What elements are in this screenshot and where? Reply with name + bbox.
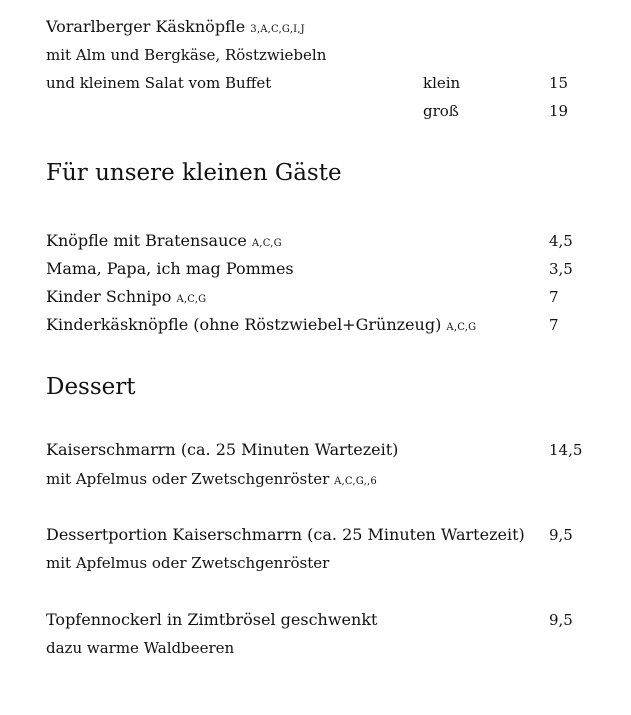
- item-name: Vorarlberger Käsknöpfle: [46, 17, 246, 36]
- menu-item: [46, 315, 476, 338]
- item-description: mit Alm und Bergkäse, Röstzwiebeln: [46, 46, 327, 64]
- item-price: 4,5: [549, 232, 573, 250]
- item-description: mit Apfelmus oder Zwetschgenröster: [46, 470, 330, 488]
- item-price: 3,5: [549, 260, 573, 278]
- menu-item: [46, 287, 206, 310]
- menu-item: [46, 610, 377, 630]
- menu-item: [46, 525, 525, 545]
- item-name: Kaiserschmarrn (ca. 25 Minuten Wartezeit): [46, 440, 399, 459]
- item-name: Knöpfle mit Bratensauce: [46, 231, 247, 250]
- kaesknoepfle-title-line: [46, 17, 305, 40]
- item-price: 7: [549, 288, 559, 306]
- section-heading-kids: Für unsere kleinen Gäste: [46, 160, 342, 186]
- menu-item: [46, 231, 282, 254]
- item-price: 9,5: [549, 611, 573, 629]
- price-small: 15: [549, 74, 569, 92]
- item-name: Topfennockerl in Zimtbrösel geschwenkt: [46, 610, 378, 629]
- allergen-codes: A,C,G,,6: [334, 476, 377, 487]
- allergen-codes: A,C,G: [251, 238, 282, 249]
- menu-item: [46, 259, 294, 279]
- allergen-codes: A,C,G: [446, 322, 477, 333]
- item-name: Kinder Schnipo: [46, 287, 172, 306]
- item-name: Dessertportion Kaiserschmarrn (ca. 25 Minuten Wartezeit): [46, 525, 525, 544]
- size-small-label: klein: [423, 74, 461, 92]
- menu-item: [46, 440, 398, 460]
- size-large-label: groß: [423, 102, 459, 120]
- price-large: 19: [549, 102, 569, 120]
- item-name: Kinderkäsknöpfle (ohne Röstzwiebel+Grünzeug): [46, 315, 442, 334]
- item-description-line: [46, 469, 377, 492]
- allergen-codes: 3,A,C,G,I,J: [250, 24, 305, 35]
- item-description: dazu warme Waldbeeren: [46, 639, 235, 657]
- section-heading-dessert: Dessert: [46, 374, 136, 400]
- item-description: und kleinem Salat vom Buffet: [46, 74, 272, 92]
- item-name: Mama, Papa, ich mag Pommes: [46, 259, 294, 278]
- allergen-codes: A,C,G: [176, 294, 207, 305]
- item-price: 7: [549, 316, 559, 334]
- item-price: 14,5: [549, 441, 583, 459]
- item-description: mit Apfelmus oder Zwetschgenröster: [46, 554, 330, 572]
- item-price: 9,5: [549, 526, 573, 544]
